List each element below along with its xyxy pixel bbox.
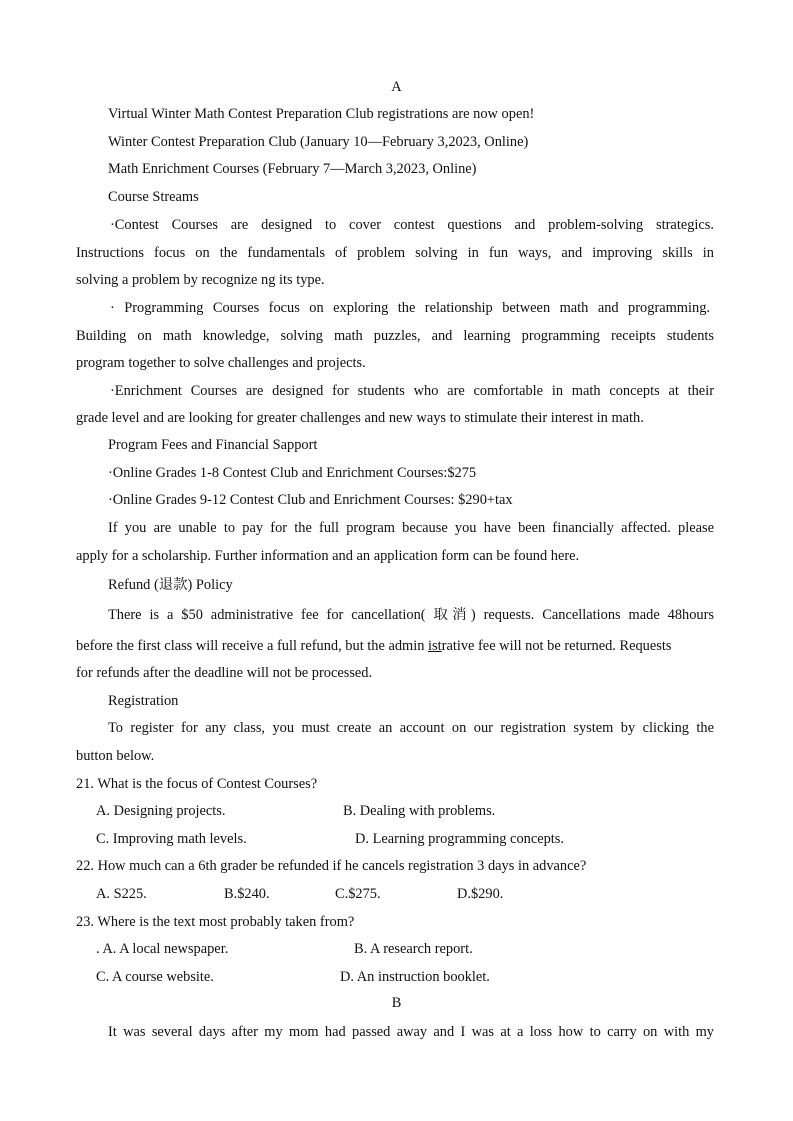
programming-courses-line-2: Building on math knowledge, solving math puzzles, and learning programming receipts students bbox=[76, 328, 714, 344]
refund-line-2-underlined: ist bbox=[428, 638, 442, 654]
question-22-option-b: B.$240. bbox=[224, 886, 270, 902]
refund-line-2 bbox=[76, 639, 671, 653]
question-21-option-b: B. Dealing with problems. bbox=[343, 803, 496, 819]
question-23-option-b: B. A research report. bbox=[354, 941, 473, 957]
question-21-option-d: D. Learning programming concepts. bbox=[355, 831, 565, 847]
question-22-stem: 22. How much can a 6th grader be refunded if he cancels registration 3 days in advance? bbox=[76, 858, 587, 874]
refund-line-3: for refunds after the deadline will not be processed. bbox=[76, 665, 373, 681]
contest-courses-line-3: solving a problem by recognize ng its type. bbox=[76, 272, 325, 288]
question-23-stem: 23. Where is the text most probably taken from? bbox=[76, 914, 355, 930]
question-23-option-d: D. An instruction booklet. bbox=[340, 969, 490, 985]
fee-grades-9-12: ·Online Grades 9-12 Contest Club and Enrichment Courses: $290+tax bbox=[108, 492, 513, 508]
programming-courses-line-1: · Programming Courses focus on exploring the relationship between math and programming. bbox=[110, 300, 710, 316]
refund-title: Refund (退款) Policy bbox=[108, 577, 233, 593]
question-21-stem: 21. What is the focus of Contest Courses? bbox=[76, 776, 318, 792]
question-22-option-a: A. S225. bbox=[96, 886, 147, 902]
programming-courses-line-3: program together to solve challenges and projects. bbox=[76, 355, 366, 371]
enrichment-courses-line-2: grade level and are looking for greater challenges and new ways to stimulate their interest in math. bbox=[76, 410, 644, 426]
refund-line-2-part-a: before the first class will receive a full refund, but the admin bbox=[76, 638, 429, 654]
contest-courses-line-1: ·Contest Courses are designed to cover contest questions and problem-solving strategics. bbox=[110, 217, 714, 233]
question-22-option-d: D.$290. bbox=[457, 886, 504, 902]
fees-title: Program Fees and Financial Sapport bbox=[108, 437, 318, 453]
refund-line-2-part-c: rative fee will not be returned. Requests bbox=[441, 638, 672, 654]
contest-courses-line-2: Instructions focus on the fundamentals of problem solving in fun ways, and improving skills in bbox=[76, 245, 714, 261]
question-22-option-c: C.$275. bbox=[335, 886, 381, 902]
enrichment-courses-line-1: ·Enrichment Courses are designed for students who are comfortable in math concepts at their bbox=[110, 383, 714, 399]
streams-title: Course Streams bbox=[108, 189, 199, 205]
intro-line-2: Winter Contest Preparation Club (January 10—February 3,2023, Online) bbox=[108, 134, 529, 150]
registration-line-2: button below. bbox=[76, 748, 155, 764]
fee-grades-1-8: ·Online Grades 1-8 Contest Club and Enrichment Courses:$275 bbox=[108, 465, 477, 481]
registration-line-1: To register for any class, you must create an account on our registration system by clicking the bbox=[108, 720, 714, 736]
question-21-option-a: A. Designing projects. bbox=[96, 803, 226, 819]
question-23-option-c: C. A course website. bbox=[96, 969, 214, 985]
question-21-option-c: C. Improving math levels. bbox=[96, 831, 247, 847]
intro-line-1: Virtual Winter Math Contest Preparation Club registrations are now open! bbox=[108, 106, 535, 122]
registration-title: Registration bbox=[108, 693, 179, 709]
section-a-heading: A bbox=[391, 79, 402, 95]
section-b-line-1: It was several days after my mom had passed away and I was at a loss how to carry on with my bbox=[108, 1024, 714, 1040]
intro-line-3: Math Enrichment Courses (February 7—March 3,2023, Online) bbox=[108, 161, 477, 177]
question-23-option-a: . A. A local newspaper. bbox=[96, 941, 229, 957]
section-b-heading: B bbox=[391, 995, 402, 1011]
financial-aid-line-2: apply for a scholarship. Further information and an application form can be found here. bbox=[76, 548, 580, 564]
financial-aid-line-1: If you are unable to pay for the full program because you have been financially affected. please bbox=[108, 520, 714, 536]
refund-line-1: There is a $50 administrative fee for cancellation( 取消) requests. Cancellations made 48hours bbox=[108, 607, 714, 623]
